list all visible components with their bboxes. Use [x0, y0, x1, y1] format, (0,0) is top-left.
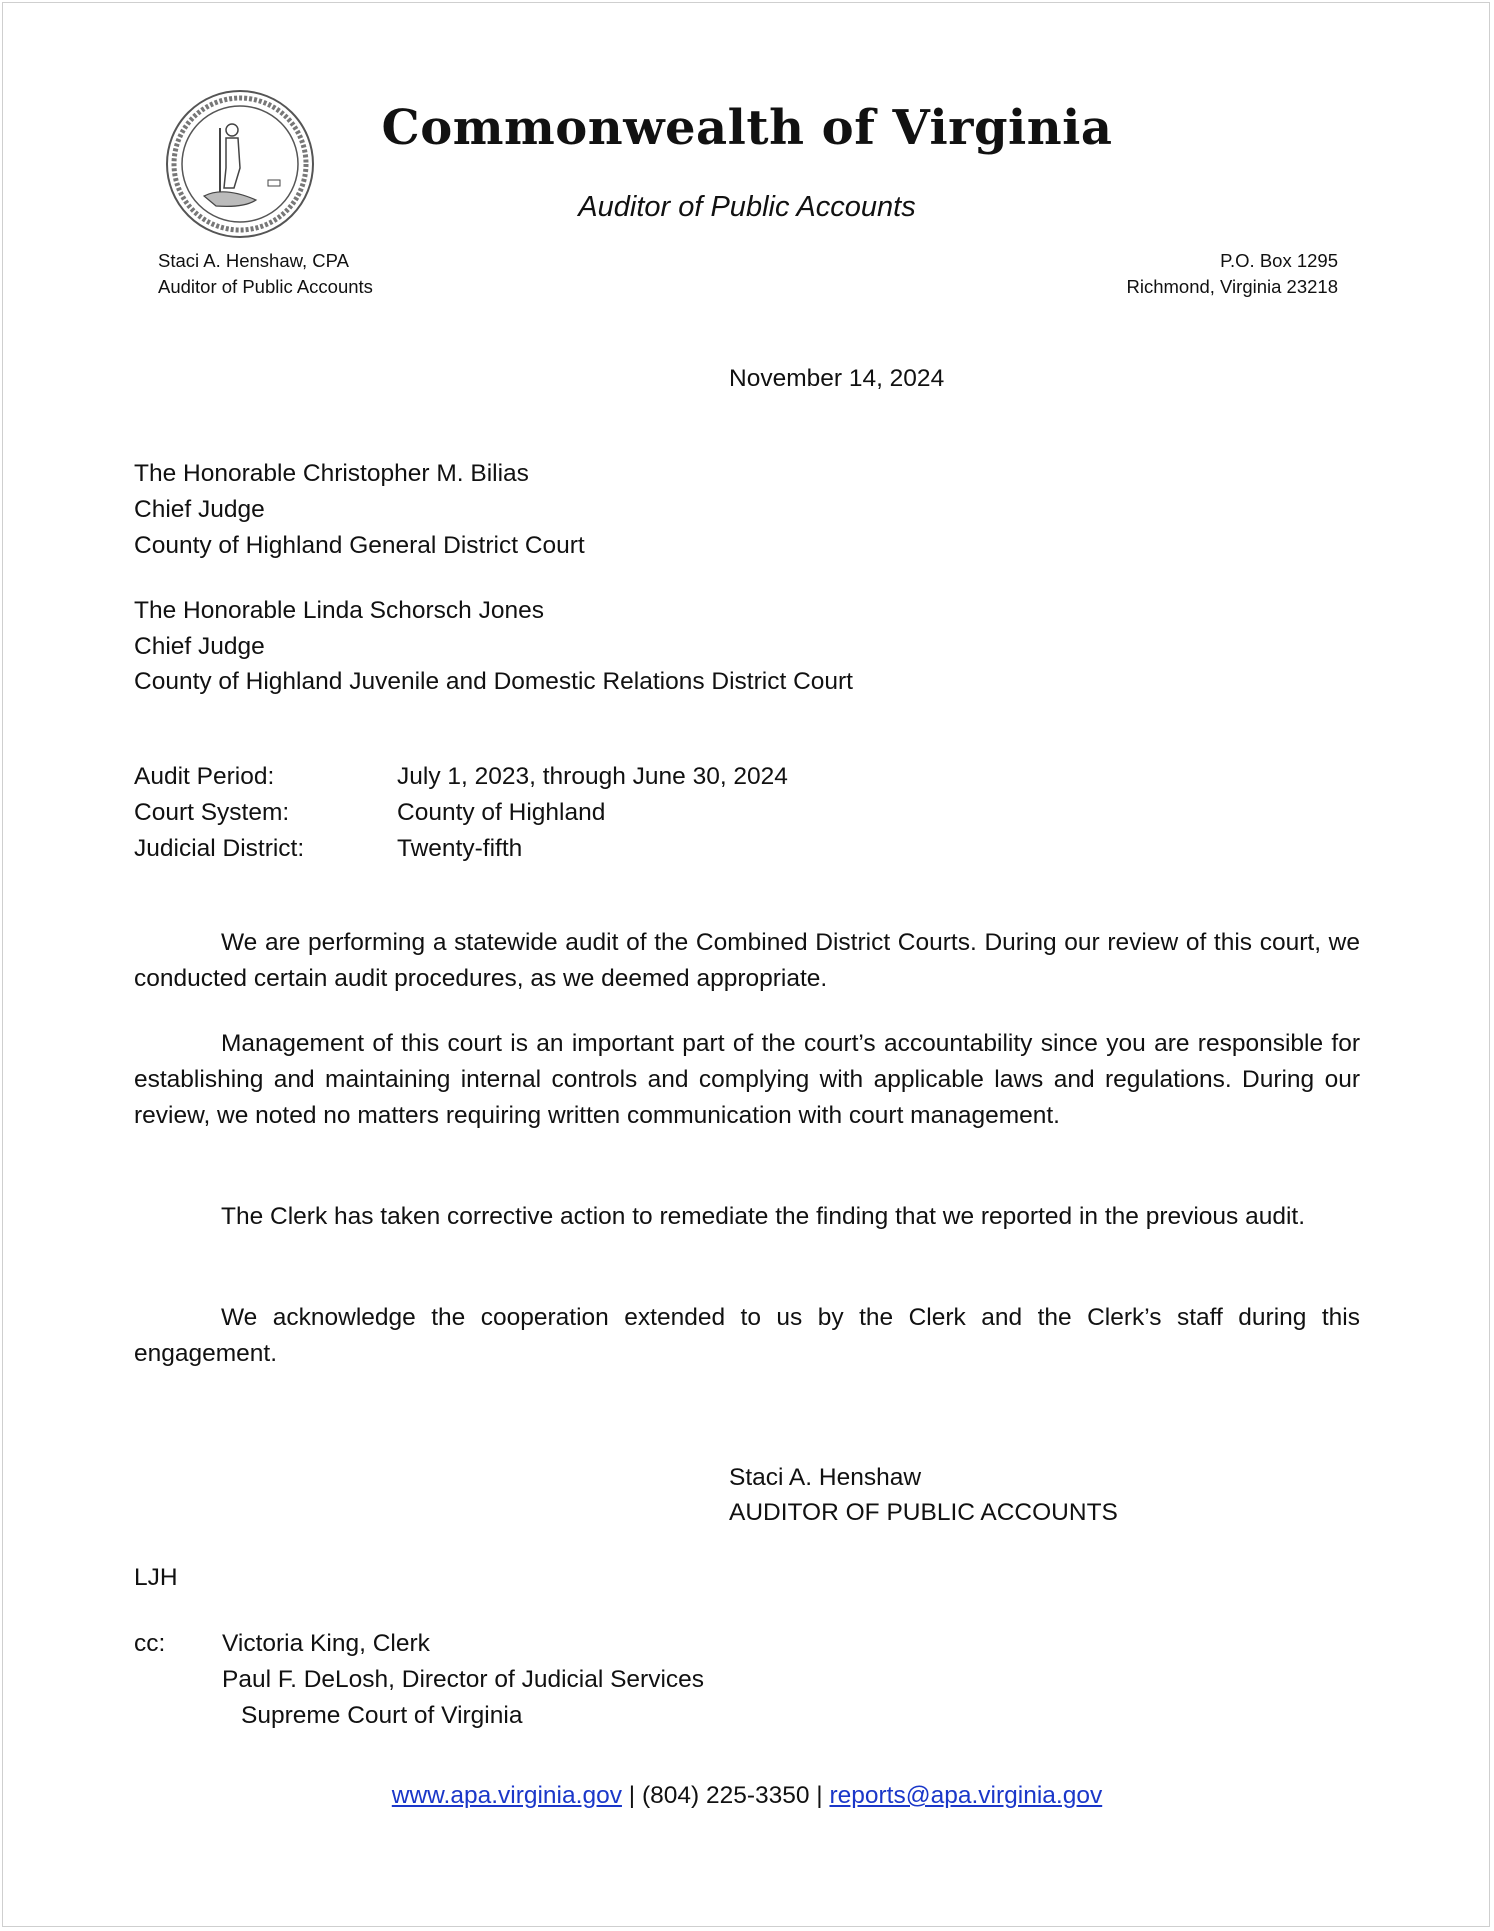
- cc-label: cc:: [134, 1630, 166, 1657]
- court-system-value: County of Highland: [397, 799, 606, 826]
- typist-initials: LJH: [134, 1564, 178, 1591]
- signature-name: Staci A. Henshaw: [729, 1464, 922, 1491]
- cc-line-3: Supreme Court of Virginia: [241, 1702, 523, 1729]
- sender-name: Staci A. Henshaw, CPA: [158, 250, 349, 271]
- audit-period-value: July 1, 2023, through June 30, 2024: [397, 763, 788, 790]
- email-link[interactable]: reports@apa.virginia.gov: [829, 1782, 1103, 1809]
- recipient-1-name: The Honorable Christopher M. Bilias: [134, 460, 529, 487]
- phone-number: (804) 225-3350: [641, 1782, 810, 1809]
- po-box: P.O. Box 1295: [1220, 250, 1338, 271]
- footer-separator-2: |: [809, 1782, 830, 1809]
- sender-title: Auditor of Public Accounts: [158, 276, 373, 297]
- letterhead-title: Commonwealth of Virginia: [381, 100, 1113, 156]
- recipient-2-court: County of Highland Juvenile and Domestic Relations District Court: [134, 668, 853, 695]
- recipient-1-court: County of Highland General District Court: [134, 532, 585, 559]
- audit-period-label: Audit Period:: [134, 763, 275, 790]
- body-paragraph-3: The Clerk has taken corrective action to remediate the finding that we reported in the previous audit.: [221, 1203, 1306, 1230]
- recipient-2-name: The Honorable Linda Schorsch Jones: [134, 597, 544, 624]
- cc-line-1: Victoria King, Clerk: [222, 1630, 430, 1657]
- letterhead-subtitle: Auditor of Public Accounts: [578, 191, 916, 223]
- city-state-zip: Richmond, Virginia 23218: [1126, 276, 1338, 297]
- footer: [0, 1778, 1494, 1814]
- cc-line-2: Paul F. DeLosh, Director of Judicial Services: [222, 1666, 705, 1693]
- signature-title: AUDITOR OF PUBLIC ACCOUNTS: [729, 1499, 1118, 1526]
- body-paragraph-1: We are performing a statewide audit of the Combined District Courts. During our review of this court, we conducted certain audit procedures, as we deemed appropriate.: [134, 929, 1360, 992]
- recipient-1-title: Chief Judge: [134, 496, 265, 523]
- body-paragraph-2: Management of this court is an important part of the court’s accountability since you are responsible for establishing and maintaining internal controls and complying with applicable laws and regulations. During our review, we noted no matters requiring written communication with court management.: [134, 1030, 1360, 1129]
- letter-date: November 14, 2024: [729, 365, 945, 392]
- court-system-label: Court System:: [134, 799, 290, 826]
- judicial-district-value: Twenty-fifth: [397, 835, 523, 862]
- judicial-district-label: Judicial District:: [134, 835, 305, 862]
- footer-separator: |: [621, 1782, 642, 1809]
- body-paragraph-4: We acknowledge the cooperation extended to us by the Clerk and the Clerk’s staff during this engagement.: [134, 1304, 1360, 1367]
- website-link[interactable]: www.apa.virginia.gov: [391, 1782, 622, 1809]
- recipient-2-title: Chief Judge: [134, 633, 265, 660]
